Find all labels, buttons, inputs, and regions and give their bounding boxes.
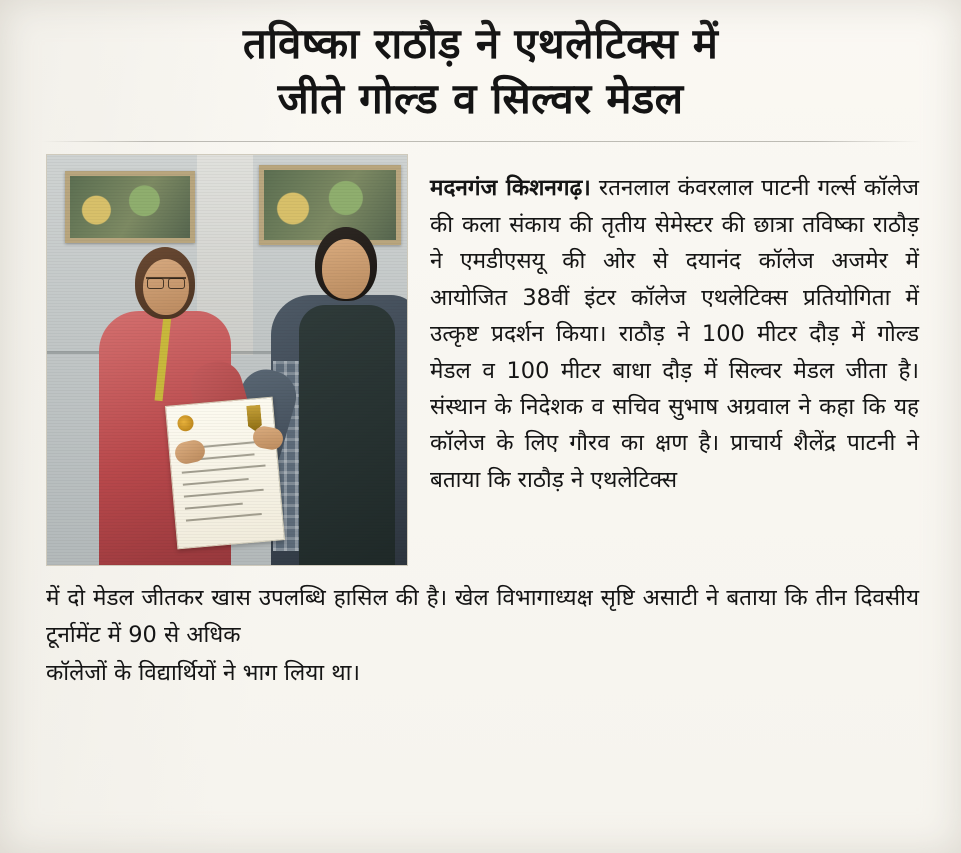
dateline: मदनगंज किशनगढ़। xyxy=(430,175,591,202)
certificate xyxy=(165,396,285,549)
lead-text: रतनलाल कंवरलाल पाटनी गर्ल्स कॉलेज की कला संकाय की तृतीय सेमेस्टर की छात्रा तविष्का राठौड़ ने एमडीएसयू की ओर से दयानंद कॉलेज अजमेर में आयोजित 38वीं इंटर कॉलेज एथलेटिक्स प्रतियोगिता में उत्कृष्ट प्रदर्शन किया। राठौड़ ने 100 मीटर दौड़ में गोल्ड मेडल व 100 मीटर बाधा दौड़ में सिल्वर मेडल जीता है। संस्थान के निदेशक व सचिव सुभाष अग्रवाल ने कहा कि यह कॉलेज के लिए गौरव का क्षण है। प्राचार्य शैलेंद्र पाटनी ने बताया कि राठौड़ ने एथलेटिक्स xyxy=(430,175,920,493)
article-tail xyxy=(46,576,919,692)
wall-picture-frame-left xyxy=(65,171,195,243)
person-left-glasses xyxy=(146,277,186,288)
article-body xyxy=(0,142,961,692)
tail-text: में दो मेडल जीतकर खास उपलब्धि हासिल की है। खेल विभागाध्यक्ष सृष्टि असाटी ने बताया कि तीन दिवसीय टूर्नामेंट में 90 से अधिक xyxy=(46,584,919,649)
headline-line-2: जीते गोल्ड व सिल्वर मेडल xyxy=(277,74,684,124)
certificate-seal-icon xyxy=(177,414,194,431)
tail-last-line: कॉलेजों के विद्यार्थियों ने भाग लिया था। xyxy=(46,659,360,686)
person-right-vest xyxy=(299,305,395,566)
person-right-face xyxy=(322,239,370,299)
article-photo xyxy=(46,154,408,566)
page-title xyxy=(0,0,961,131)
headline-line-1: तविष्का राठौड़ ने एथलेटिक्स में xyxy=(242,19,719,68)
